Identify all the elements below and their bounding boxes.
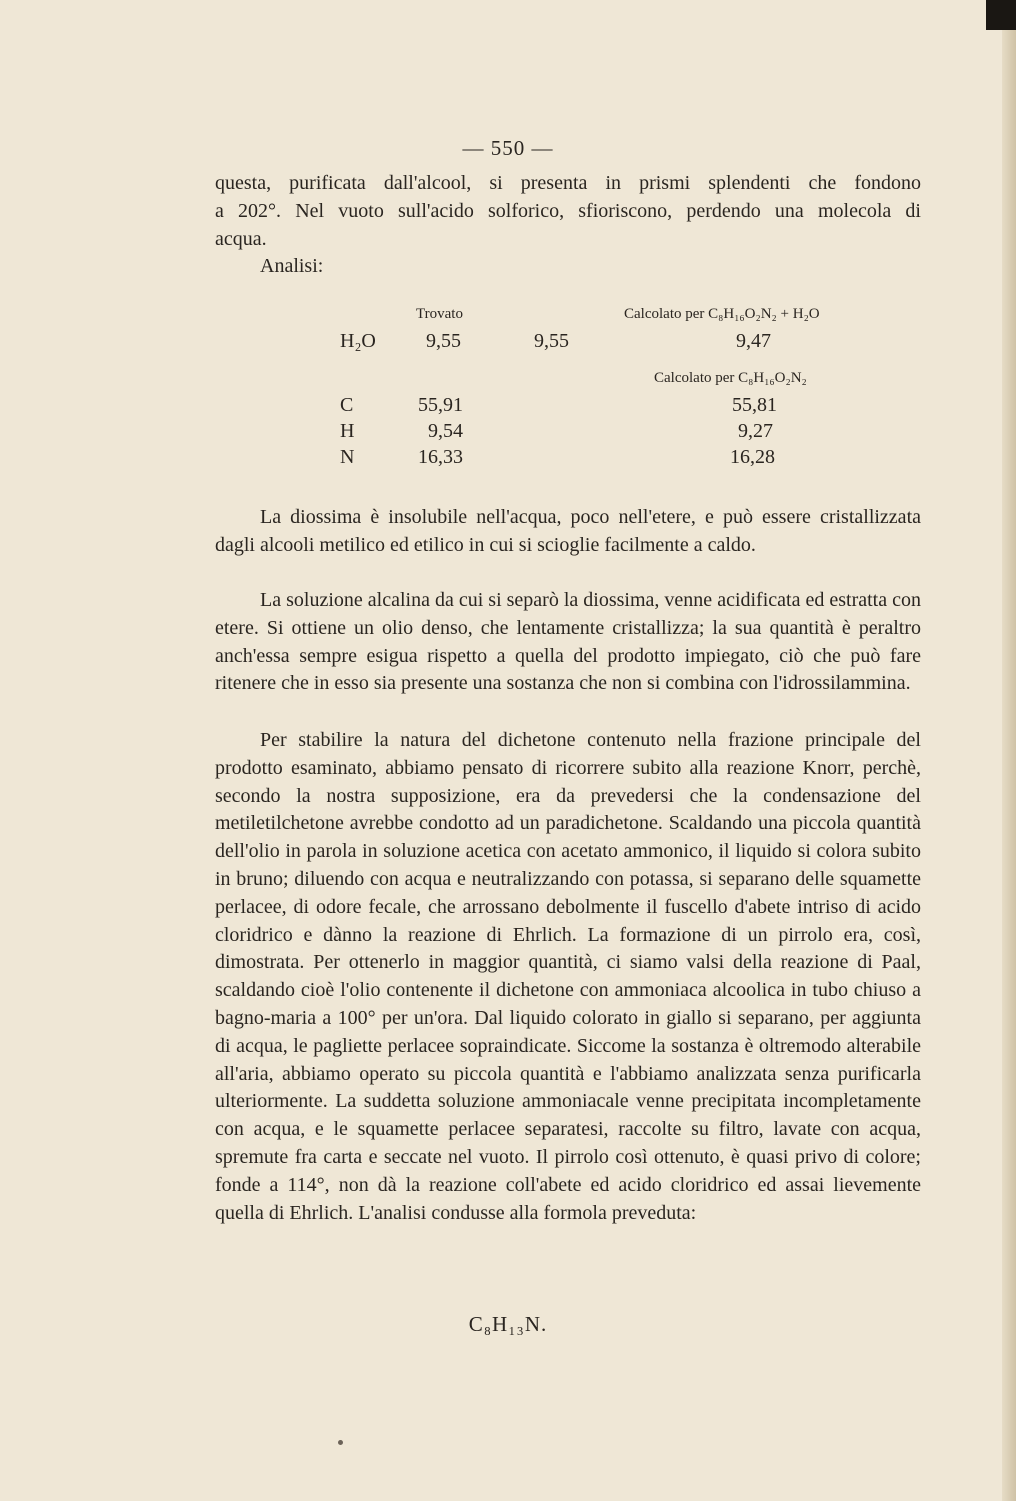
paragraph-3: Per stabilire la natura del dichetone contenuto nella frazione principale del prodotto esaminato, abbiamo pensato di ricorrere subito alla reazione Knorr, perchè, secondo la nostra supposizione, era da prevedersi che la condensazione del metiletilchetone avrebbe condotto ad un paradichetone. Scaldando una piccola quantità dell'olio in parola in soluzione acetica con acetato ammonico, il liquido si colora subito in bruno; diluendo con acqua e neutralizzando con potassa, si separano delle squamette perlacee, di odore fecale, che arrossano debolmente il fuscello d'abete intriso di acido cloridrico e dànno la reazione di Ehrlich. La formazione di un pirrolo era, così, dimostrata. Per ottenerlo in maggior quantità, ci siamo valsi della reazione di Paal, scaldando cioè l'olio contenente il dichetone con ammoniaca alcoolica in tubo chiuso a bagno-maria a 100° per un'ora. Dal liquido colorato in giallo si separano, per aggiunta di acqua, le pagliette perlacee sopraindicate. Siccome la sostanza è oltremodo alterabile all'aria, abbiamo operato su piccola quantità e l'abbiamo analizzata senza purificarla ulteriormente. La suddetta soluzione ammoniacale venne precipitata incompletamente con acqua, e le squamette perlacee separatesi, raccolte su filtro, lavate con acqua, spremute fra carta e seccate nel vuoto. Il pirrolo così ottenuto, è quasi privo di colore; fonde a 114°, non dà la reazione coll'abete ed acido cloridrico ed assai lievemente quella di Ehrlich. L'analisi condusse alla formola preveduta:: [215, 729, 921, 1224]
calcolato-header-1: Calcolato per C₈H₁₆O₂N₂ + H₂O: [624, 306, 820, 322]
trovato-header: Trovato: [416, 306, 463, 322]
row-calcolato: 9,27: [738, 420, 773, 442]
row-calcolato: 16,28: [730, 446, 775, 468]
scan-corner: [986, 0, 1016, 30]
row-element: C: [340, 394, 354, 416]
row-element: H₂O: [340, 330, 376, 352]
paragraph-1: La diossima è insolubile nell'acqua, poco nell'etere, e può essere cristallizzata dagli alcooli metilico ed etilico in cui si scioglie facilmente a caldo.: [215, 506, 921, 556]
analysis-table: [0, 300, 1016, 480]
paragraph-2: La soluzione alcalina da cui si separò la diossima, venne acidificata ed estratta con etere. Si ottiene un olio denso, che lentamente cristallizza; la sua quantità è peraltro anch'essa sempre esigua rispetto a quella del prodotto impiegato, ciò che può fare ritenere che in esso sia presente una sostanza che non si combina con l'idrossilammina.: [215, 589, 921, 695]
row-calcolato: 9,47: [736, 330, 771, 352]
row-trovato-1: 16,33: [418, 446, 463, 468]
row-element: H: [340, 420, 355, 442]
page-edge: [1002, 0, 1016, 1501]
row-trovato-2: 9,55: [534, 330, 569, 352]
final-formula: C₈H₁₃N.: [468, 1312, 548, 1336]
row-trovato-1: 55,91: [418, 394, 463, 416]
row-trovato-1: 9,55: [426, 330, 461, 352]
intro-line-2: a 202°. Nel vuoto sull'acido solforico, sfioriscono, perdendo una molecola di: [215, 200, 921, 222]
ink-spot: [338, 1440, 343, 1445]
row-trovato-1: 9,54: [428, 420, 463, 442]
row-element: N: [340, 446, 355, 468]
intro-line-3: acqua.: [215, 228, 267, 250]
page-number: — 550 —: [462, 136, 554, 160]
row-calcolato: 55,81: [732, 394, 777, 416]
analisi-label: Analisi:: [260, 255, 324, 277]
calcolato-header-2: Calcolato per C₈H₁₆O₂N₂: [654, 370, 807, 386]
intro-line-1: questa, purificata dall'alcool, si presenta in prismi splendenti che fondono: [215, 172, 921, 194]
